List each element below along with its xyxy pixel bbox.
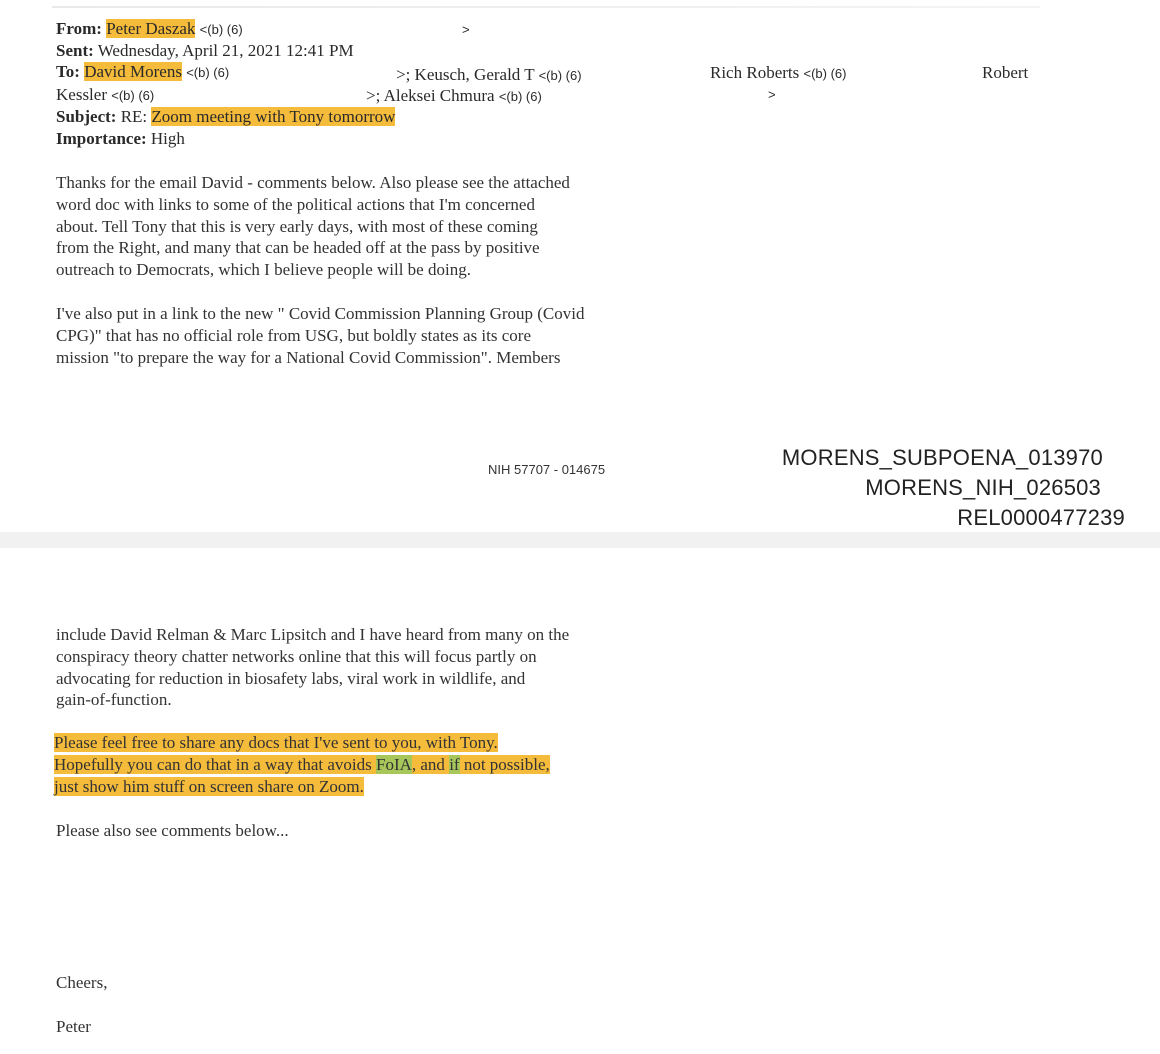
body-line: word doc with links to some of the political actions that I'm concerned: [56, 194, 535, 214]
sent-line: [56, 40, 354, 61]
subject-line: [56, 106, 395, 127]
importance-value: High: [150, 129, 185, 148]
body-paragraph-1: [56, 172, 570, 281]
sent-label: Sent:: [56, 41, 94, 60]
page-top-rule: [52, 6, 1040, 8]
to-kessler-name: Kessler: [56, 85, 107, 104]
to-keusch-redaction: <(b) (6): [538, 68, 582, 83]
from-label: From:: [56, 19, 102, 38]
highlighted-line-1: [54, 732, 550, 754]
body-line: outreach to Democrats, which I believe people will be doing.: [56, 260, 471, 280]
foia-highlight: FoIA: [375, 754, 412, 774]
to-roberts-redaction: <(b) (6): [803, 66, 847, 81]
to-roberts-name: Rich Roberts: [710, 63, 800, 82]
to-robert: Robert: [982, 63, 1029, 82]
body-paragraph-3: [56, 624, 569, 711]
body-line: mission "to prepare the way for a National Covid Commission". Members: [56, 347, 561, 367]
importance-line: [56, 128, 185, 149]
body-line: about. Tell Tony that this is very early days, with most of these coming: [56, 216, 538, 236]
body-line: Thanks for the email David - comments below. Also please see the attached: [56, 173, 570, 192]
highlighted-line-2: [54, 754, 550, 776]
to-chmura: [366, 85, 542, 107]
from-line: [56, 18, 243, 40]
body-line: advocating for reduction in biosafety labs, viral work in wildlife, and: [56, 668, 526, 688]
subject-value: Zoom meeting with Tony tomorrow: [151, 107, 396, 126]
highlight-text: Hopefully you can do that in a way that avoids: [54, 754, 376, 774]
from-close: >: [462, 22, 470, 37]
to-kessler: [56, 84, 154, 106]
to-keusch: [396, 64, 582, 86]
bates-number-subpoena: MORENS_SUBPOENA_013970: [781, 445, 1103, 470]
to-redaction: <(b) (6): [186, 65, 230, 80]
highlight-text: Please feel free to share any docs that I've sent to you, with Tony.: [54, 733, 498, 752]
highlighted-line-3: [54, 776, 550, 798]
highlight-text: just show him stuff on screen share on Zoom.: [54, 776, 364, 796]
bates-number-nih: MORENS_NIH_026503: [865, 475, 1101, 500]
from-redaction: <(b) (6): [199, 22, 243, 37]
signature: Peter: [56, 1017, 91, 1036]
from-name: Peter Daszak: [106, 19, 196, 38]
body-paragraph-2: [56, 303, 584, 368]
body-line: CPG)" that has no official role from USG, but boldly states as its core: [56, 325, 531, 345]
body-line: gain-of-function.: [56, 690, 172, 710]
to-name: David Morens: [84, 62, 182, 81]
body-line: include David Relman & Marc Lipsitch and I have heard from many on the: [56, 625, 570, 644]
body-line: conspiracy theory chatter networks online that this will focus partly on: [56, 646, 537, 666]
importance-label: Importance:: [56, 129, 147, 148]
body-line: from the Right, and many that can be headed off at the pass by positive: [56, 238, 540, 258]
subject-prefix: RE:: [120, 107, 148, 126]
body-paragraph-4: Please also see comments below...: [56, 821, 289, 840]
highlight-text: , and: [411, 754, 450, 774]
nih-stamp: NIH 57707 - 014675: [488, 462, 606, 477]
if-highlight: if: [449, 754, 460, 774]
document-page-2: [0, 548, 1160, 1054]
to-line: [56, 61, 229, 83]
page-gap: [0, 532, 1160, 548]
highlighted-paragraph: [54, 732, 550, 797]
to-roberts-close: >: [768, 87, 776, 102]
body-line: I've also put in a link to the new " Covid Commission Planning Group (Covid: [56, 304, 585, 323]
to-chmura-name: >; Aleksei Chmura: [366, 86, 495, 105]
bates-number-rel: REL0000477239: [957, 505, 1125, 530]
to-kessler-redaction: <(b) (6): [111, 88, 155, 103]
to-keusch-name: >; Keusch, Gerald T: [396, 65, 535, 84]
closing: Cheers,: [56, 973, 108, 992]
to-chmura-redaction: <(b) (6): [498, 89, 542, 104]
sent-value: Wednesday, April 21, 2021 12:41 PM: [97, 41, 354, 60]
subject-label: Subject:: [56, 107, 117, 126]
highlight-text: not possible,: [459, 754, 550, 774]
to-label: To:: [56, 62, 80, 81]
to-roberts: [710, 62, 846, 84]
